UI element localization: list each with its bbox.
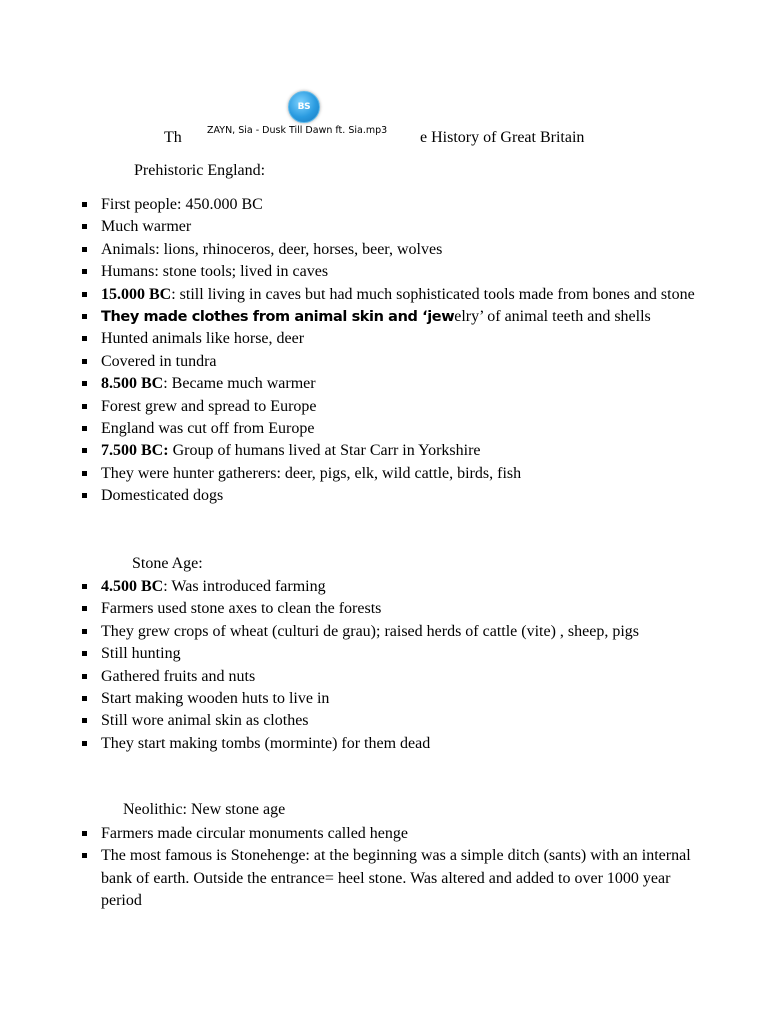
bullet-square-icon (82, 224, 87, 229)
list-item (0, 284, 768, 306)
bullet-square-icon (82, 292, 87, 297)
bullet-square-icon (82, 404, 87, 409)
item-text: The most famous is Stonehenge: at the beginning was a simple ditch (sants) with an internal bank of earth. Outside the entrance= heel stone. Was altered and added to over 1000 year period (101, 847, 691, 910)
bullet-square-icon (82, 741, 87, 746)
list-item (0, 598, 768, 620)
item-text: : Was introduced farming (163, 578, 326, 595)
title-right-part: e History of Great Britain (420, 129, 585, 146)
list-item (0, 306, 768, 328)
item-date-label: 15.000 BC (101, 285, 172, 303)
list-item (0, 666, 768, 688)
list-item (0, 733, 768, 755)
item-text: Animals: lions, rhinoceros, deer, horses, beer, wolves (101, 240, 443, 258)
bullet-square-icon (82, 448, 87, 453)
item-text: Domesticated dogs (101, 487, 224, 505)
list-item (0, 216, 768, 238)
list-item (0, 396, 768, 418)
media-caption: ZAYN, Sia - Dusk Till Dawn ft. Sia.mp3 (207, 125, 388, 136)
item-text: Start making wooden huts to live in (101, 690, 330, 708)
item-text: Group of humans lived at Star Carr in Yorkshire (168, 442, 481, 460)
item-text: Humans: stone tools; lived in caves (101, 263, 329, 281)
item-text: They were hunter gatherers: deer, pigs, elk, wild cattle, birds, fish (101, 464, 522, 482)
list-item (0, 485, 768, 507)
item-text: England was cut off from Europe (101, 420, 315, 438)
bullet-square-icon (82, 674, 87, 679)
bullet-square-icon (82, 247, 87, 252)
bullet-square-icon (82, 853, 87, 858)
item-text: Still hunting (101, 645, 181, 663)
list-item (0, 418, 768, 440)
list-item (0, 351, 768, 373)
bullet-square-icon (82, 202, 87, 207)
list-item (0, 373, 768, 395)
bullet-square-icon (82, 336, 87, 341)
list-item (0, 576, 768, 598)
bullet-square-icon (82, 606, 87, 611)
bullet-list-prehistoric (0, 194, 768, 508)
title-left-part: Th (164, 129, 182, 146)
list-item (0, 328, 768, 350)
item-text: They grew crops of wheat (culturi de grau); raised herds of cattle (vite) , sheep, pigs (101, 622, 640, 640)
item-text: Gathered fruits and nuts (101, 667, 256, 685)
bullet-square-icon (82, 314, 87, 319)
item-text: Covered in tundra (101, 352, 217, 370)
bullet-list-stone-age (0, 576, 768, 755)
item-date-label: 7.500 BC: (101, 442, 169, 460)
item-text: They start making tombs (morminte) for them dead (101, 734, 431, 752)
item-text: First people: 450.000 BC (101, 196, 263, 213)
list-item (0, 621, 768, 643)
list-item (0, 643, 768, 665)
bullet-square-icon (82, 269, 87, 274)
item-text: Hunted animals like horse, deer (101, 330, 305, 348)
bullet-square-icon (82, 359, 87, 364)
item-text: Farmers used stone axes to clean the forests (101, 600, 382, 618)
list-item (0, 688, 768, 710)
bullet-list-neolithic (0, 823, 768, 913)
list-item (0, 710, 768, 732)
list-item (0, 261, 768, 283)
section-heading-prehistoric: Prehistoric England: (134, 162, 266, 179)
list-item (0, 440, 768, 462)
item-text: : Became much warmer (163, 375, 316, 393)
bullet-square-icon (82, 426, 87, 431)
bullet-square-icon (82, 718, 87, 723)
bullet-square-icon (82, 629, 87, 634)
bullet-square-icon (82, 493, 87, 498)
item-text: Still wore animal skin as clothes (101, 712, 309, 730)
item-text: Much warmer (101, 218, 192, 236)
list-item (0, 823, 768, 845)
bullet-square-icon (82, 584, 87, 589)
item-text: : still living in caves but had much sophisticated tools made from bones and stone (171, 285, 695, 303)
list-item (0, 845, 768, 912)
bullet-square-icon (82, 696, 87, 701)
item-text: Forest grew and spread to Europe (101, 397, 317, 415)
section-heading-neolithic: Neolithic: New stone age (123, 801, 286, 818)
bullet-square-icon (82, 471, 87, 476)
bullet-square-icon (82, 381, 87, 386)
section-heading-stone-age: Stone Age: (132, 555, 203, 572)
bullet-square-icon (82, 831, 87, 836)
item-emphasis-text: They made clothes from animal skin and ‘jew (101, 309, 455, 326)
item-text: Farmers made circular monuments called henge (101, 825, 408, 842)
list-item (0, 239, 768, 261)
bs-player-icon[interactable] (288, 91, 320, 123)
bullet-square-icon (82, 651, 87, 656)
list-item (0, 194, 768, 216)
bs-player-icon-label: BS (297, 102, 311, 112)
item-text: elry’ of animal teeth and shells (454, 308, 651, 326)
item-date-label: 8.500 BC (101, 375, 164, 393)
list-item (0, 463, 768, 485)
item-date-label: 4.500 BC (101, 578, 164, 595)
